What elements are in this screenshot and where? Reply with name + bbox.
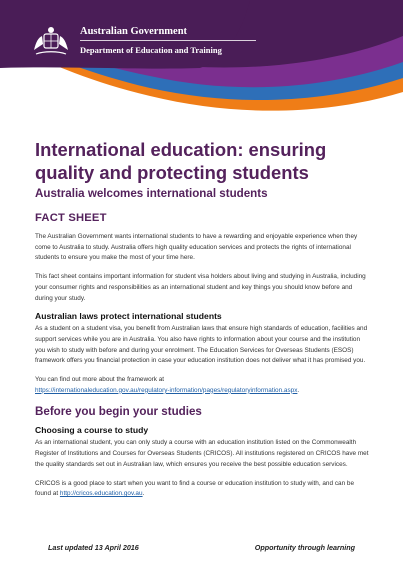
page-title xyxy=(35,138,370,184)
laws-heading: Australian laws protect international students xyxy=(35,311,222,322)
title-line-1: International education: ensuring xyxy=(35,139,327,160)
page-subtitle: Australia welcomes international students xyxy=(35,187,268,200)
choosing-heading: Choosing a course to study xyxy=(35,425,149,436)
title-line-2: quality and protecting students xyxy=(35,162,309,183)
intro-paragraph: The Australian Government wants international students to have a rewarding and enjoyable experience when they come to Australia to study. Australia offers high quality education services and protects the rights of international students to ensure you make the most of your time here. xyxy=(35,233,358,262)
before-heading: Before you begin your studies xyxy=(35,405,202,419)
cricos-intro: CRICOS is a good place to start when you want to find a course or education institution to study with, and can be found at xyxy=(35,479,355,498)
header-banner xyxy=(0,0,403,118)
period: . xyxy=(142,490,145,498)
framework-link[interactable]: https://internationaleducation.gov.au/regulatory-information/pages/regulatoryinformation.aspx xyxy=(35,386,298,394)
department-name: Department of Education and Training xyxy=(80,45,222,55)
divider xyxy=(80,40,256,41)
choosing-paragraph: As an international student, you can only study a course with an education institution listed on the Commonwealth Register of Institutions and Courses for Overseas Students (CRICOS). All institutions registered on CRICOS have met the quality standards set out in Australian law, which ensures you receive the best possible education services. xyxy=(35,439,369,468)
tagline: Opportunity through learning xyxy=(254,543,355,552)
framework-paragraph xyxy=(35,375,370,396)
main-content xyxy=(35,138,370,500)
cricos-paragraph xyxy=(35,479,370,500)
coat-of-arms-icon xyxy=(30,24,72,60)
cricos-link[interactable]: http://cricos.education.gov.au xyxy=(59,490,143,498)
period: . xyxy=(297,386,300,394)
government-identity xyxy=(30,24,230,60)
fact-sheet-label: FACT SHEET xyxy=(35,212,107,224)
framework-intro: You can find out more about the framework at xyxy=(35,376,165,384)
fact-sheet-paragraph: This fact sheet contains important information for student visa holders about living and studying in Australia, including your consumer rights and responsibilities as an international student and key things you should know before and during your study. xyxy=(35,273,366,302)
last-updated: Last updated 13 April 2016 xyxy=(48,543,139,552)
government-name: Australian Government xyxy=(80,26,188,37)
laws-paragraph: As a student on a student visa, you benefit from Australian laws that ensure high standards of education, facilities and support services while you are in Australia. You also have rights to information about your course and the institution you wish to study with before and during your enrolment. The Education Services for Overseas Students (ESOS) framework offers you financial protection in case your education institution does not deliver what it has promised you. xyxy=(35,325,368,365)
